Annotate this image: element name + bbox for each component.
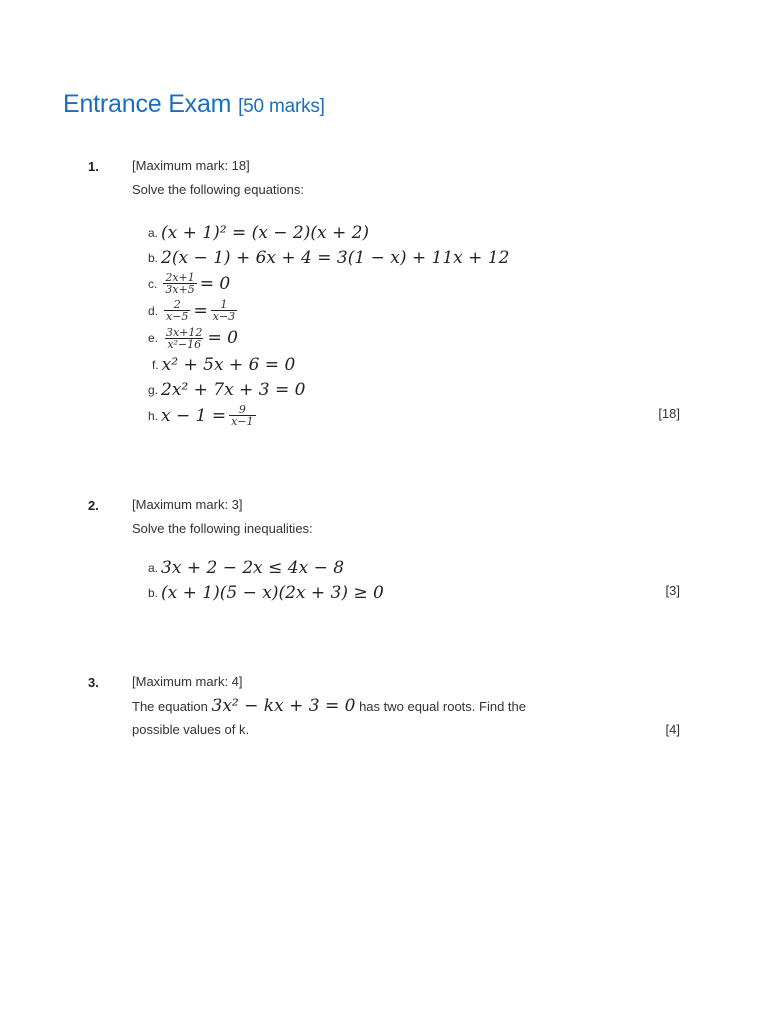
question-2-max-mark: [Maximum mark: 3] [132, 497, 243, 512]
title-total-marks: [50 marks] [238, 96, 325, 117]
fraction: $\frac{2}{x-5}$ [166, 298, 189, 323]
question-2-parts [148, 555, 384, 605]
question-3-number: 3. [88, 675, 99, 690]
question-1-part-b: b. 2(x − 1) + 6x + 4 = 3(1 − x) + 11x + 12 [148, 247, 510, 268]
fraction: $\frac{1}{x-3}$ [212, 298, 236, 323]
question-3-body [132, 670, 526, 742]
question-1-part-d: d. $\frac{2}{x-5}$ = $\frac{1}{x-3}$ [148, 298, 236, 323]
question-1-header [132, 154, 304, 202]
question-1-parts [148, 220, 509, 429]
question-1-part-g: g. 2x² + 7x + 3 = 0 [148, 379, 306, 400]
question-2-part-a: a. 3x + 2 − 2x ≤ 4x − 8 [148, 557, 345, 578]
question-1-part-c: c. $\frac{2x+1}{3x+5}$ = 0 [148, 271, 231, 296]
question-1-mark: [18] [658, 406, 680, 421]
question-2-part-b: b. (x + 1)(5 − x)(2x + 3) ≥ 0 [148, 582, 384, 603]
question-1-part-f: f. x² + 5x + 6 = 0 [152, 354, 296, 375]
question-3-equation: 3x² − kx + 3 = 0 [211, 696, 356, 716]
fraction: $\frac{3x+12}{\text{x²−16}}$ [166, 325, 203, 351]
question-3-line-2: possible values of k. [132, 722, 250, 737]
question-1-max-mark: [Maximum mark: 18] [132, 158, 250, 173]
question-2-number: 2. [88, 498, 99, 513]
page-title [63, 90, 325, 119]
question-2-mark: [3] [665, 583, 680, 598]
question-1-part-h: h. x − 1 = $\frac{9}{x-1}$ [148, 403, 254, 428]
question-3-max-mark: [Maximum mark: 4] [132, 674, 243, 689]
question-1-instruction: Solve the following equations: [132, 182, 305, 197]
question-1-part-a: a. (x + 1)² = (x − 2)(x + 2) [148, 222, 370, 243]
title-main: Entrance Exam [63, 90, 232, 118]
question-3-line-1: The equation 3x² − kx + 3 = 0 has two equal roots. Find the [132, 696, 526, 716]
question-2-instruction: Solve the following inequalities: [132, 521, 313, 536]
fraction: $\frac{9}{x-1}$ [231, 403, 254, 428]
question-1-number: 1. [88, 159, 99, 174]
question-2-header [132, 493, 313, 541]
fraction: $\frac{2x+1}{3x+5}$ [165, 271, 195, 296]
question-1-part-e: e. $\frac{3x+12}{\text{x²−16}}$ = 0 [148, 325, 238, 351]
question-3-mark: [4] [665, 722, 680, 737]
